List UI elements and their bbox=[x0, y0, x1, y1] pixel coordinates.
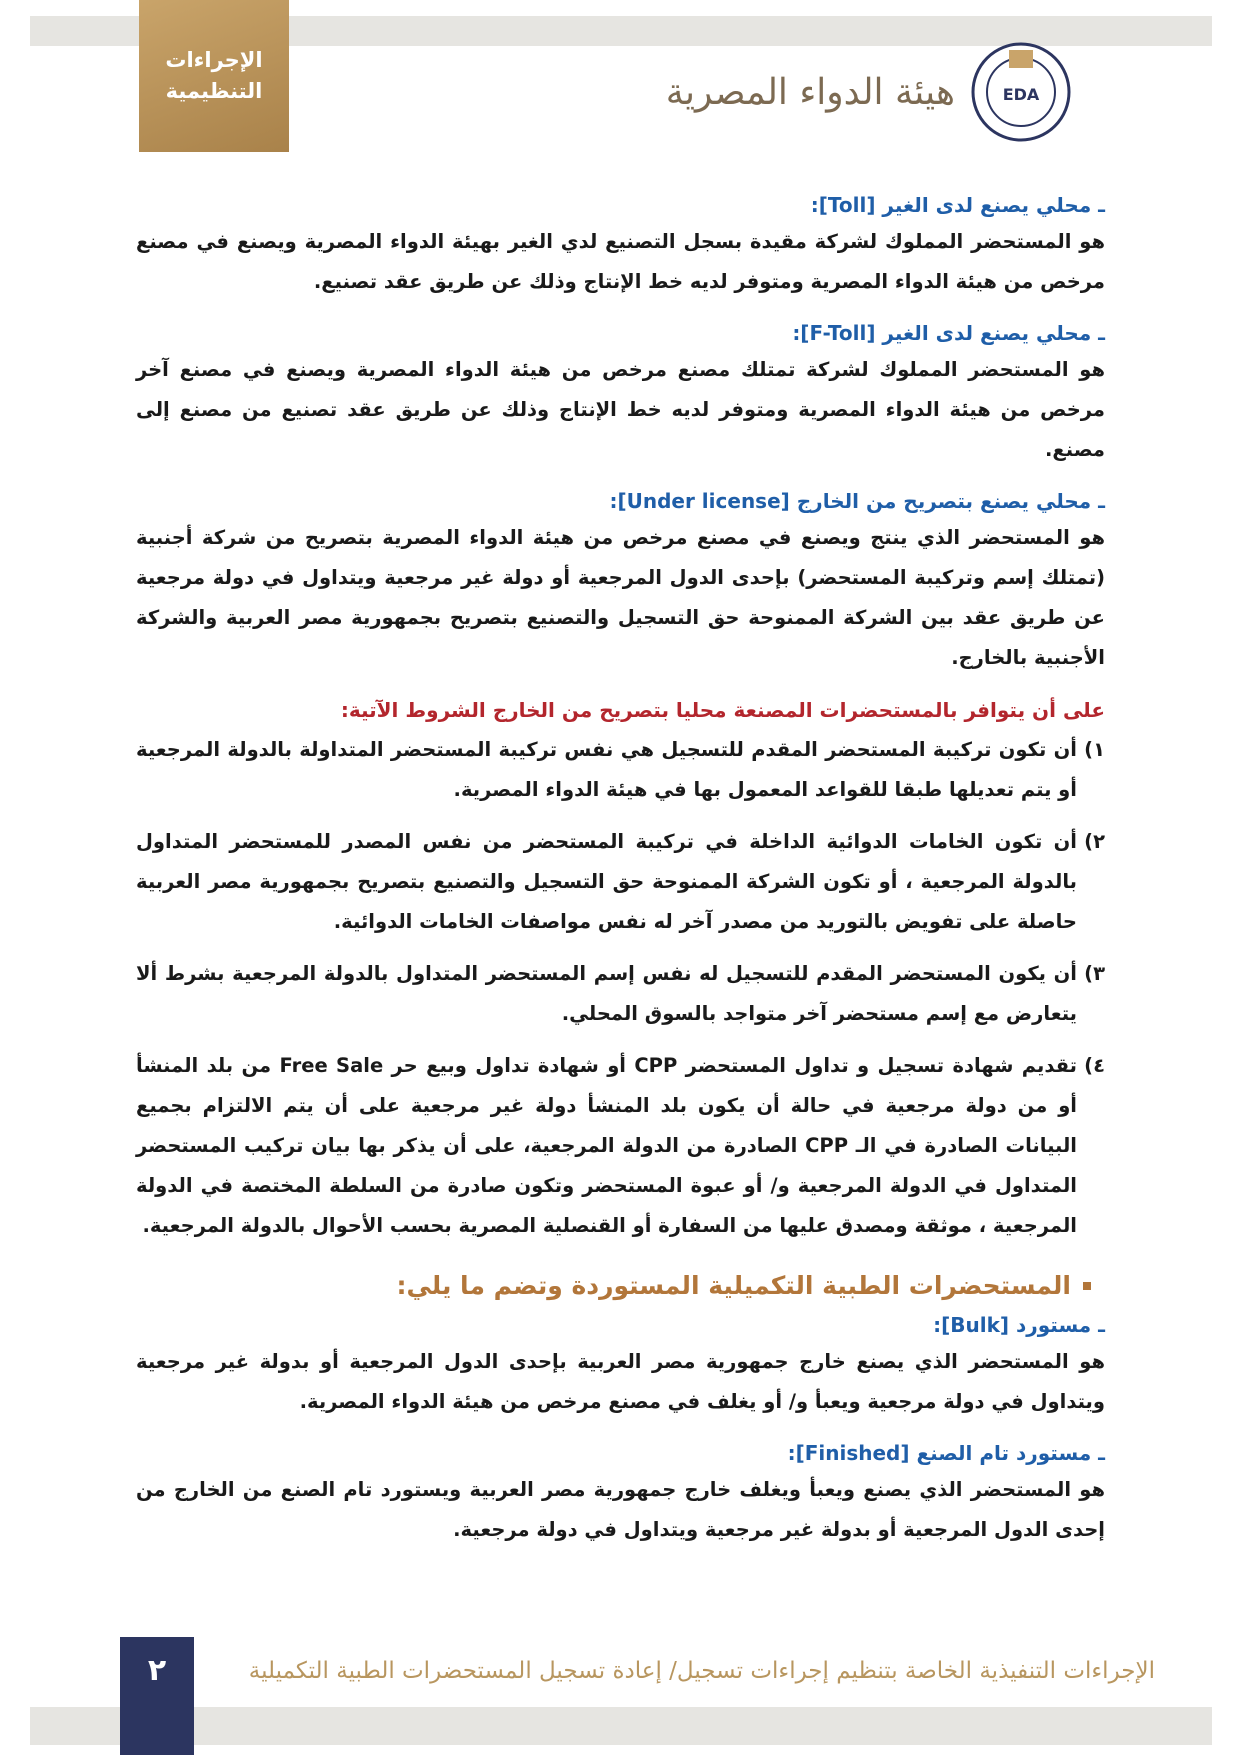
ftoll-heading: ـ محلي يصنع لدى الغير [F-Toll]: bbox=[792, 321, 1105, 345]
finished-body: هو المستحضر الذي يصنع ويعبأ ويغلف خارج جمهورية مصر العربية ويستورد تام الصنع من الخارج من إحدى الدول المرجعية أو بدولة غير مرجعية ويتداول في دولة مرجعية. bbox=[136, 1478, 1105, 1541]
page-number-text: ٢ bbox=[147, 1653, 167, 1688]
bulk-body: هو المستحضر الذي يصنع خارج جمهورية مصر العربية بإحدى الدول المرجعية أو بدولة غير مرجعية ويتداول في دولة مرجعية ويعبأ و/ أو يغلف في مصنع مرخص من هيئة الدواء المصرية. bbox=[136, 1350, 1105, 1413]
condition-item bbox=[136, 730, 1105, 810]
section-tab bbox=[139, 0, 289, 152]
condition-text: أن تكون الخامات الدوائية الداخلة في تركيبة المستحضر من نفس المصدر للمستحضر المتداول بالدولة المرجعية ، أو تكون الشركة الممنوحة حق التسجيل والتصنيع بتصريح بجمهورية مصر العربية حاصلة على تفويض بالتوريد من مصدر آخر له نفس مواصفات الخامات الدوائية. bbox=[136, 830, 1077, 933]
under-license-heading: ـ محلي يصنع بتصريح من الخارج [Under license]: bbox=[609, 489, 1105, 513]
condition-item bbox=[136, 954, 1105, 1034]
page-number bbox=[120, 1637, 194, 1755]
bulk-heading: ـ مستورد [Bulk]: bbox=[933, 1313, 1105, 1337]
logo-text: هيئة الدواء المصرية bbox=[665, 71, 955, 113]
condition-text: أن تكون تركيبة المستحضر المقدم للتسجيل هي نفس تركيبة المستحضر المتداولة بالدولة المرجعية أو يتم تعديلها طبقا للقواعد المعمول بها في هيئة الدواء المصرية. bbox=[136, 738, 1077, 801]
condition-item bbox=[136, 822, 1105, 942]
seal-abbr: EDA bbox=[1002, 85, 1040, 104]
toll-body: هو المستحضر المملوك لشركة مقيدة بسجل التصنيع لدي الغير بهيئة الدواء المصرية ويصنع في مصنع مرخص من هيئة الدواء المصرية ومتوفر لديه خط الإنتاج وذلك عن طريق عقد تصنيع. bbox=[136, 230, 1105, 293]
section-tab-line2: التنظيمية bbox=[165, 79, 263, 103]
page-content bbox=[136, 190, 1105, 1566]
condition-number: ٤) bbox=[1084, 1054, 1105, 1077]
condition-number: ١) bbox=[1084, 738, 1105, 761]
condition-text: تقديم شهادة تسجيل و تداول المستحضر CPP أو شهادة تداول وبيع حر Free Sale من بلد المنشأ أو من دولة مرجعية في حالة أن يكون بلد المنشأ دولة غير مرجعية على أن يتم الالتزام بجميع البيانات الصادرة في الـ CPP الصادرة من الدولة المرجعية، على أن يذكر بها بيان تركيب المستحضر المتداول في الدولة المرجعية و/ أو عبوة المستحضر وتكون صادرة من السلطة المختصة في الدولة المرجعية ، موثقة ومصدق عليها من السفارة أو القنصلية المصرية بحسب الأحوال بالدولة المرجعية. bbox=[136, 1054, 1077, 1237]
condition-number: ٣) bbox=[1084, 962, 1105, 985]
finished-heading: ـ مستورد تام الصنع [Finished]: bbox=[787, 1441, 1105, 1465]
eda-seal-icon bbox=[969, 40, 1073, 144]
toll-heading: ـ محلي يصنع لدى الغير [Toll]: bbox=[810, 193, 1105, 217]
eda-logo bbox=[666, 40, 1073, 144]
ftoll-body: هو المستحضر المملوك لشركة تمتلك مصنع مرخص من هيئة الدواء المصرية ويصنع في مصنع آخر مرخص من هيئة الدواء المصرية ومتوفر لديه خط الإنتاج وذلك عن طريق عقد تصنيع من مصنع إلى مصنع. bbox=[136, 358, 1105, 461]
conditions-heading: على أن يتوافر بالمستحضرات المصنعة محليا بتصريح من الخارج الشروط الآتية: bbox=[340, 698, 1105, 722]
section-tab-line1: الإجراءات bbox=[165, 48, 263, 72]
footer-title: الإجراءات التنفيذية الخاصة بتنظيم إجراءات تسجيل/ إعادة تسجيل المستحضرات الطبية التكميلية bbox=[248, 1658, 1155, 1684]
imported-heading-text: المستحضرات الطبية التكميلية المستوردة وتضم ما يلي: bbox=[396, 1271, 1071, 1300]
condition-number: ٢) bbox=[1084, 830, 1105, 853]
condition-item bbox=[136, 1046, 1105, 1246]
under-license-body: هو المستحضر الذي ينتج ويصنع في مصنع مرخص من هيئة الدواء المصرية بتصريح من شركة أجنبية (تمتلك إسم وتركيبة المستحضر) بإحدى الدول المرجعية أو دولة غير مرجعية ويتداول في دولة مرجعية عن طريق عقد بين الشركة الممنوحة حق التسجيل والتصنيع بتصريح بجمهورية مصر العربية والشركة الأجنبية بالخارج. bbox=[136, 526, 1105, 669]
footer-band bbox=[30, 1707, 1212, 1745]
imported-heading bbox=[136, 1266, 1105, 1306]
square-bullet-icon bbox=[1083, 1282, 1091, 1290]
condition-text: أن يكون المستحضر المقدم للتسجيل له نفس إسم المستحضر المتداول بالدولة المرجعية بشرط ألا يتعارض مع إسم مستحضر آخر متواجد بالسوق المحلي. bbox=[136, 962, 1077, 1025]
